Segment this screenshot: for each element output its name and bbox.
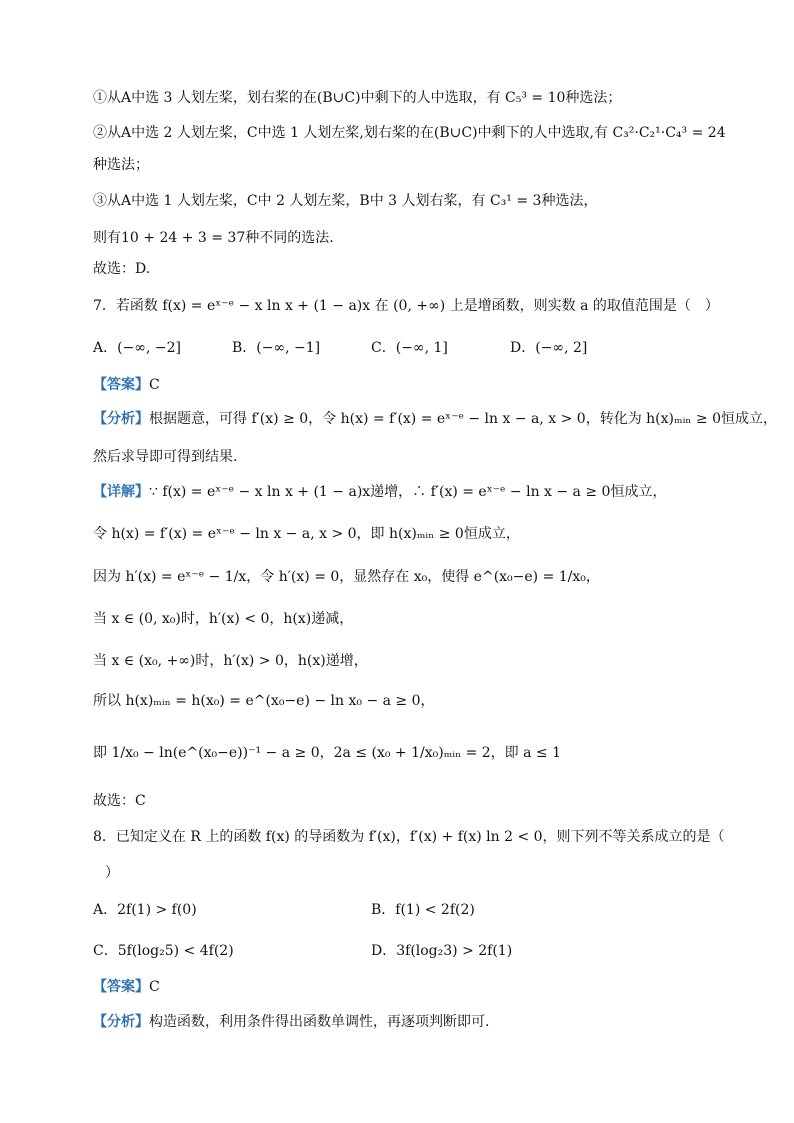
answer-tag: 【答案】 [93,979,149,995]
answer-value: C [149,979,160,995]
q8-stem-cont: ） [105,865,119,881]
solution-case-2: ②从A中选 2 人划左桨，C中选 1 人划左桨,划右桨的在(B∪C)中剩下的人中选取,有 C₃²·C₂¹·C₄³ = 24 [93,125,726,141]
q7-detail-1 [93,481,733,503]
q7-detail-4: 当 x ∈ (0, x₀)时，h′(x) < 0，h(x)递减， [93,611,354,627]
q7-option-a: A．(−∞, −2] [93,340,181,356]
detail-text: ∵ f(x) = eˣ⁻ᵉ − x ln x + (1 − a)x递增，∴ f′(x) = eˣ⁻ᵉ − ln x − a ≥ 0恒成立， [149,484,667,500]
analysis-text: 根据题意，可得 f′(x) ≥ 0，令 h(x) = f′(x) = eˣ⁻ᵉ − ln x − a, x > 0，转化为 h(x)ₘᵢₙ ≥ 0恒成立， [149,411,777,427]
q7-conclusion: 故选：C [93,793,146,809]
q7-analysis-cont: 然后求导即可得到结果. [93,449,238,465]
q7-analysis [93,408,777,430]
q7-detail-7: 即 1/x₀ − ln(e^(x₀−e))⁻¹ − a ≥ 0，2a ≤ (x₀ + 1/x₀)ₘᵢₙ = 2，即 a ≤ 1 [93,745,562,761]
analysis-tag: 【分析】 [93,1014,149,1030]
q7-option-d: D．(−∞, 2] [510,340,588,356]
q8-option-c: C．5f(log₂5) < 4f(2) [93,943,234,959]
q7-option-c: C．(−∞, 1] [371,340,448,356]
q7-stem: 7．若函数 f(x) = eˣ⁻ᵉ − x ln x + (1 − a)x 在 (0, +∞) 上是增函数，则实数 a 的取值范围是（ ） [93,298,719,314]
solution-case-3: ③从A中选 1 人划左桨，C中 2 人划左桨，B中 3 人划右桨，有 C₃¹ = 3种选法， [93,193,598,209]
q7-detail-3: 因为 h′(x) = eˣ⁻ᵉ − 1/x，令 h′(x) = 0，显然存在 x₀，使得 e^(x₀−e) = 1/x₀， [93,569,600,585]
q7-detail-5: 当 x ∈ (x₀, +∞)时，h′(x) > 0，h(x)递增， [93,653,368,669]
q8-option-a: A．2f(1) > f(0) [93,902,197,918]
q7-detail-2: 令 h(x) = f′(x) = eˣ⁻ᵉ − ln x − a, x > 0，即 h(x)ₘᵢₙ ≥ 0恒成立， [93,526,520,542]
analysis-text: 构造函数，利用条件得出函数单调性，再逐项判断即可. [149,1014,490,1030]
q7-detail-6: 所以 h(x)ₘᵢₙ = h(x₀) = e^(x₀−e) − ln x₀ − a ≥ 0， [93,693,435,709]
answer-value: C [149,377,160,393]
answer-tag: 【答案】 [93,377,149,393]
analysis-tag: 【分析】 [93,411,149,427]
detail-tag: 【详解】 [93,484,149,500]
q7-option-b: B．(−∞, −1] [232,340,321,356]
solution-case-1: ①从A中选 3 人划左桨，划右桨的在(B∪C)中剩下的人中选取，有 C₅³ = 10种选法； [93,90,622,106]
q8-option-d: D．3f(log₂3) > 2f(1) [371,943,513,959]
q7-answer [93,374,733,396]
solution-case-2-cont: 种选法； [93,157,149,173]
q8-answer [93,976,733,998]
q8-analysis [93,1011,733,1033]
q8-stem: 8．已知定义在 R 上的函数 f(x) 的导函数为 f′(x)，f′(x) + f(x) ln 2 < 0，则下列不等关系成立的是（ [93,829,725,845]
solution-total: 则有10 + 24 + 3 = 37种不同的选法. [93,230,334,246]
q8-option-b: B．f(1) < 2f(2) [371,902,475,918]
solution-choice: 故选：D. [93,261,151,277]
